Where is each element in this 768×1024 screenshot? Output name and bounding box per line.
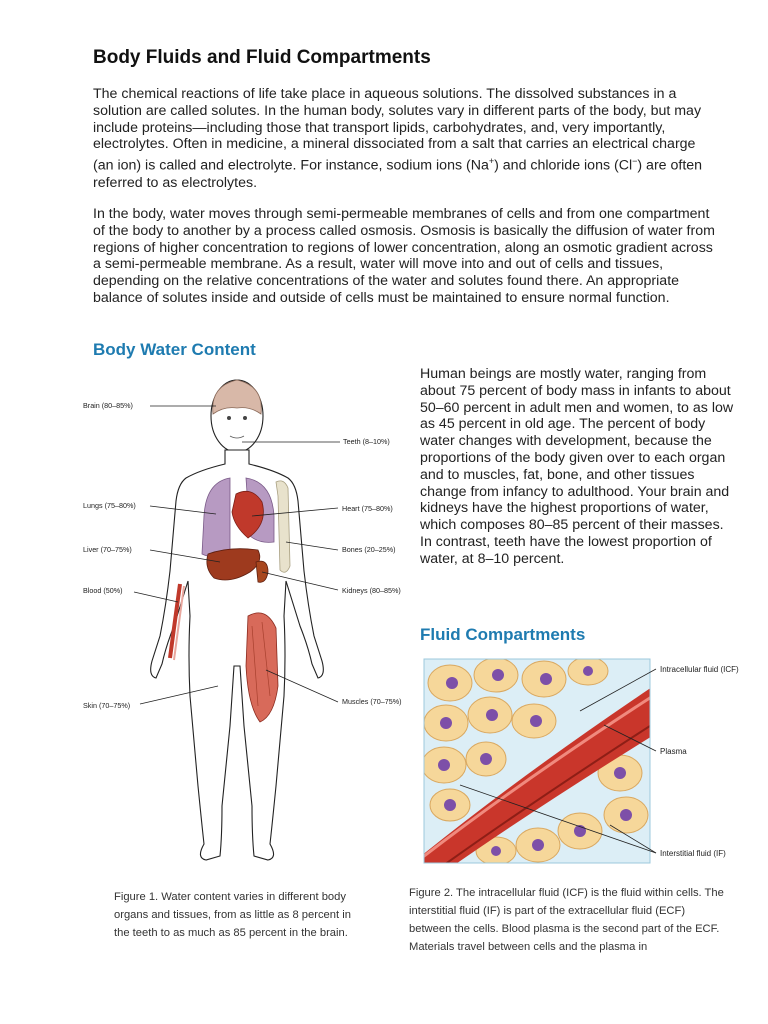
label-plasma: Plasma [660, 747, 687, 756]
label-icf: Intracellular fluid (ICF) [660, 665, 739, 674]
label-kidneys: Kidneys (80–85%) [342, 586, 401, 595]
intro-text-b: ) and chloride ions (Cl [494, 157, 633, 174]
intro-paragraph-2: In the body, water moves through semi-permeable membranes of cells and from one compartment of the body to another by a process called osmosis. Osmosis is basically the diffusion of water from regions of higher concentration to regions of lower concentration, along an osmotic gradient across a semi-permeable membrane. As a result, water will move into and out of cells and tissues, depending on the relative concentrations of the water and solutes found there. An appropriate balance of solutes inside and outside of cells must be maintained to ensure normal function. [93, 206, 715, 306]
sodium-charge: + [488, 156, 495, 167]
figure-1-caption: Figure 1. Water content varies in different body organs and tissues, from as little as 8 percent in the teeth to as much as 85 percent in the brain. [114, 891, 351, 939]
chloride-charge: − [632, 156, 638, 167]
body-water-text: Human beings are mostly water, ranging from about 75 percent of body mass in infants to about 50–60 percent in adult men and women, to as low as 45 percent in old age. The percent of body water changes with development, because the proportions of the body given over to each organ and to muscles, fat, bone, and other tissues change from infancy to adulthood. Your brain and kidneys have the highest proportions of water, which composes 80–85 percent of their masses. In contrast, teeth have the lowest proportion of water, at 8–10 percent. [420, 366, 734, 567]
intro-text-a: The chemical reactions of life take place in aqueous solutions. The dissolved substances in a solution are called solutes. In the human body, solutes vary in different parts of the body, but may include proteins—including those that transport lipids, carbohydrates, and, very importantly, electrolytes. Often in medicine, a mineral dissociated from a salt that carries an electrical charge (an ion) is called and electrolyte. For instance, sodium ions (Na [93, 86, 702, 174]
label-lungs: Lungs (75–80%) [83, 501, 136, 510]
figure-2-caption: Figure 2. The intracellular fluid (ICF) is the fluid within cells. The interstitial fluid (IF) is part of the extracellular fluid (ECF) between the cells. Blood plasma is the second part of the ECF. Materials travel between cells and the plasma in [409, 887, 724, 953]
intro-text-c: ) are often referred to as electrolytes. [93, 157, 703, 191]
label-brain: Brain (80–85%) [83, 401, 133, 410]
fluid-compartments-heading: Fluid Compartments [420, 625, 586, 644]
fluid-compartments-figure [420, 655, 760, 867]
body-water-heading: Body Water Content [93, 340, 256, 359]
label-skin: Skin (70–75%) [83, 701, 131, 710]
label-interstitial: Interstitial fluid (IF) [660, 849, 726, 858]
label-teeth: Teeth (8–10%) [343, 437, 390, 446]
label-muscles: Muscles (70–75%) [342, 697, 402, 706]
body-water-figure [80, 366, 410, 878]
label-liver: Liver (70–75%) [83, 545, 132, 554]
label-bones: Bones (20–25%) [342, 545, 396, 554]
label-blood: Blood (50%) [83, 586, 123, 595]
label-heart: Heart (75–80%) [342, 504, 393, 513]
intro-paragraph-1 [93, 86, 715, 192]
page-title: Body Fluids and Fluid Compartments [93, 47, 431, 68]
